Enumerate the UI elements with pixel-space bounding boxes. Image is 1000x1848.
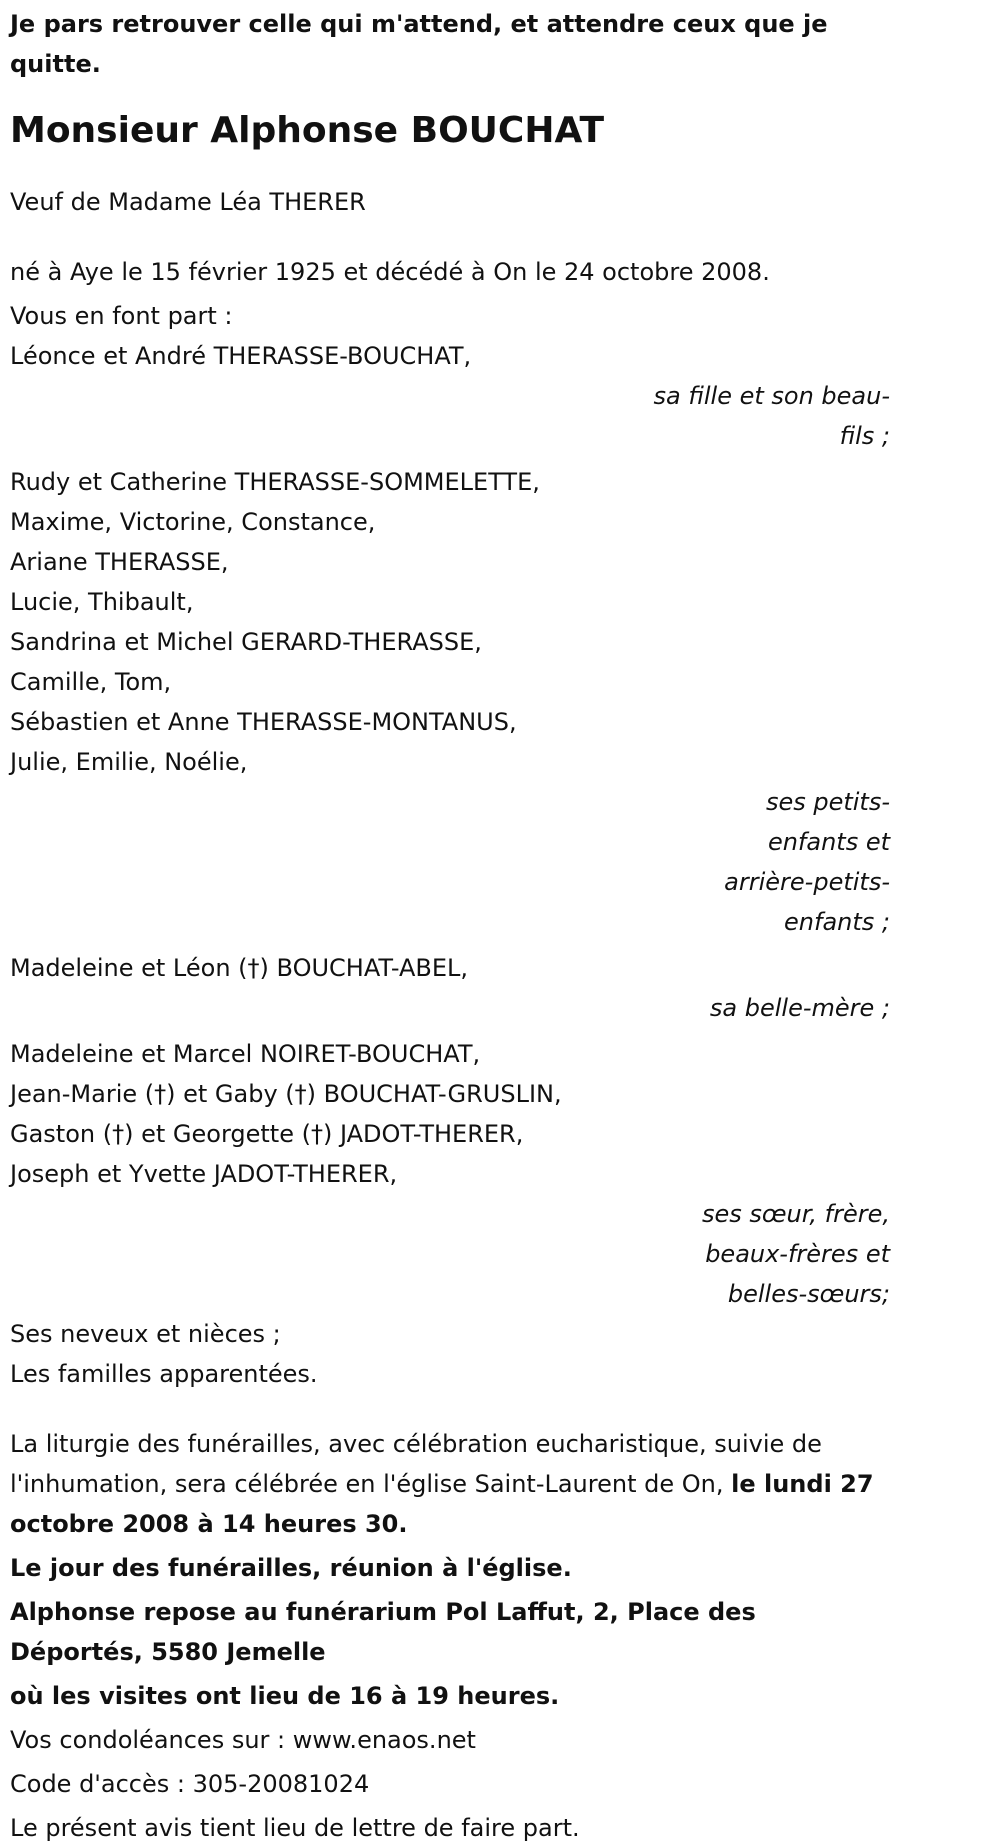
access-code-line: Code d'accès : 305-20081024 [10, 1770, 370, 1798]
family-name-line: Julie, Emilie, Noélie, [10, 748, 248, 776]
family-name-line: Madeleine et Marcel NOIRET-BOUCHAT, [10, 1040, 481, 1068]
family-name-line: Rudy et Catherine THERASSE-SOMMELETTE, [10, 468, 540, 496]
family-name-line: Maxime, Victorine, Constance, [10, 508, 376, 536]
family-name-line: Ariane THERASSE, [10, 548, 229, 576]
epigraph: Je pars retrouver celle qui m'attend, et attendre ceux que je quitte. [10, 10, 828, 78]
family-role: sa fille et son beau-fils ; [653, 382, 890, 450]
family-group-siblings [10, 1034, 890, 1314]
liturgy-paragraph [10, 1424, 890, 1544]
family-role: ses petits-enfants et arrière-petits-enfants ; [724, 788, 890, 936]
family-group-mother-in-law [10, 948, 890, 1028]
family-name-line: Sandrina et Michel GERARD-THERASSE, [10, 628, 482, 656]
family-name-line: Jean-Marie (†) et Gaby (†) BOUCHAT-GRUSLIN, [10, 1080, 562, 1108]
repose-line: Alphonse repose au funérarium Pol Laffut, 2, Place des Déportés, 5580 Jemelle [10, 1598, 756, 1666]
extended-family [10, 1314, 890, 1394]
family-name-line: Gaston (†) et Georgette (†) JADOT-THERER, [10, 1120, 524, 1148]
notice-line: Le présent avis tient lieu de lettre de faire part. [10, 1814, 580, 1842]
extended-family-line: Les familles apparentées. [10, 1360, 318, 1388]
family-name-line: Madeleine et Léon (†) BOUCHAT-ABEL, [10, 954, 469, 982]
family-group-grandchildren [10, 462, 890, 942]
family-role: ses sœur, frère, beaux-frères et belles-sœurs; [701, 1200, 890, 1308]
family-group-daughter [10, 336, 890, 456]
deceased-name: Monsieur Alphonse BOUCHAT [10, 110, 605, 151]
liturgy-date: le lundi 27 octobre 2008 à 14 heures 30. [10, 1470, 874, 1538]
liturgy-text: La liturgie des funérailles, avec célébration eucharistique, suivie de l'inhumation, sera célébrée en l'église Saint-Laurent de On, [10, 1430, 822, 1498]
spouse-line: Veuf de Madame Léa THERER [10, 188, 366, 216]
family-name-line: Sébastien et Anne THERASSE-MONTANUS, [10, 708, 517, 736]
family-name-line: Joseph et Yvette JADOT-THERER, [10, 1160, 398, 1188]
family-name-line: Camille, Tom, [10, 668, 172, 696]
condolences-line: Vos condoléances sur : www.enaos.net [10, 1726, 476, 1754]
extended-family-line: Ses neveux et nièces ; [10, 1320, 281, 1348]
family-name-line: Léonce et André THERASSE-BOUCHAT, [10, 342, 472, 370]
visits-line: où les visites ont lieu de 16 à 19 heures. [10, 1682, 560, 1710]
family-name-line: Lucie, Thibault, [10, 588, 194, 616]
family-role: sa belle-mère ; [709, 994, 890, 1022]
meeting-line: Le jour des funérailles, réunion à l'église. [10, 1554, 572, 1582]
birth-death-line: né à Aye le 15 février 1925 et décédé à On le 24 octobre 2008. [10, 258, 770, 286]
announcers-intro: Vous en font part : [10, 302, 233, 330]
